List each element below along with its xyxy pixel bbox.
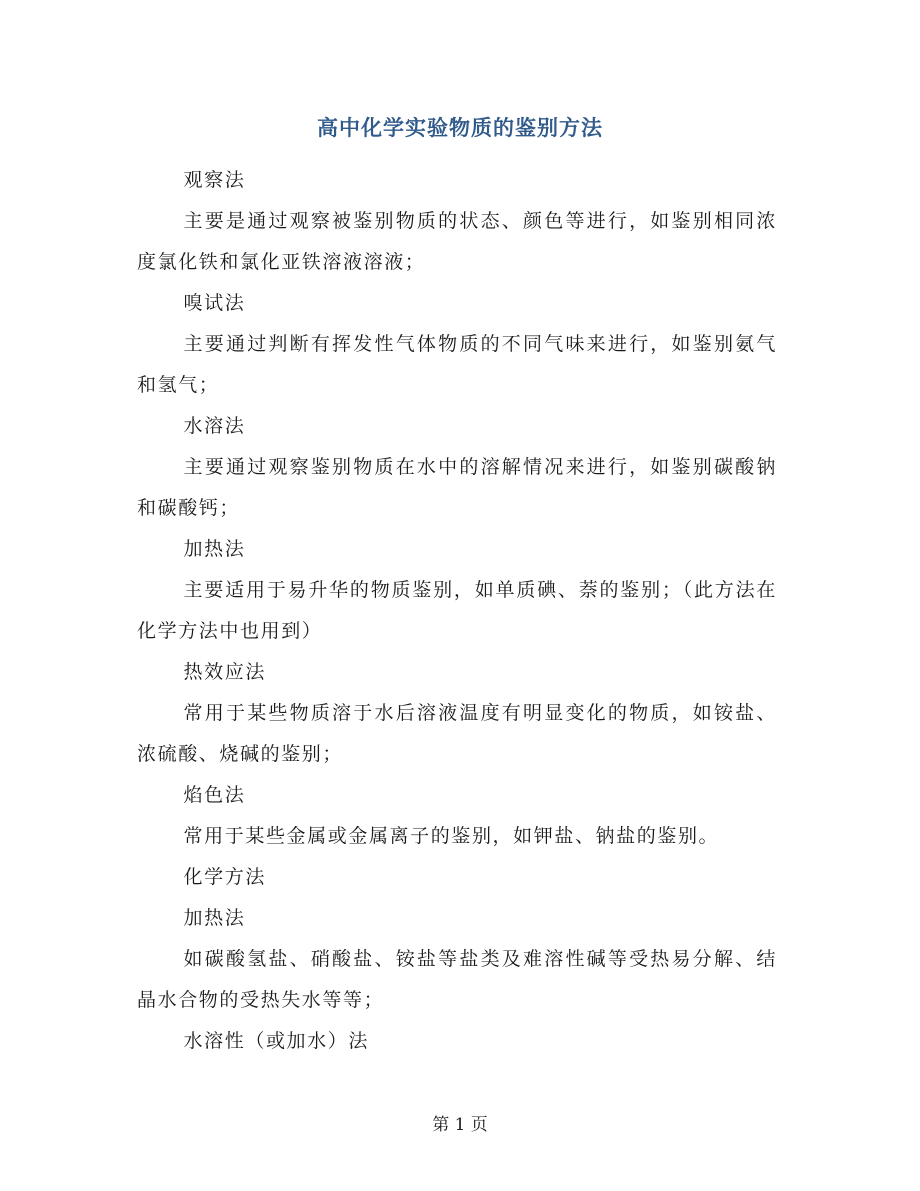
page-number: 第 1 页 bbox=[432, 1115, 488, 1135]
document-body bbox=[137, 160, 777, 1062]
section-heading-heating: 加热法 bbox=[183, 538, 246, 560]
paragraph-observation: 主要是通过观察被鉴别物质的状态、颜色等进行，如鉴别相同浓度氯化铁和氯化亚铁溶液溶液； bbox=[137, 210, 777, 273]
section-heading-observation: 观察法 bbox=[183, 169, 246, 191]
section-heading-flame-color: 焰色法 bbox=[183, 784, 246, 806]
section-heading-chemical-heating: 加热法 bbox=[183, 907, 246, 929]
paragraph-heating: 主要适用于易升华的物质鉴别，如单质碘、萘的鉴别；（此方法在化学方法中也用到） bbox=[137, 579, 777, 642]
section-heading-chemical-methods: 化学方法 bbox=[183, 866, 266, 888]
paragraph-chemical-heating: 如碳酸氢盐、硝酸盐、铵盐等盐类及难溶性碱等受热易分解、结晶水合物的受热失水等等； bbox=[137, 948, 777, 1011]
section-heading-water-dissolve: 水溶法 bbox=[183, 415, 246, 437]
paragraph-smell: 主要通过判断有挥发性气体物质的不同气味来进行，如鉴别氨气和氢气； bbox=[137, 333, 777, 396]
paragraph-flame-color: 常用于某些金属或金属离子的鉴别，如钾盐、钠盐的鉴别。 bbox=[183, 825, 720, 847]
section-heading-thermal-effect: 热效应法 bbox=[183, 661, 266, 683]
paragraph-thermal-effect: 常用于某些物质溶于水后溶液温度有明显变化的物质，如铵盐、浓硫酸、烧碱的鉴别； bbox=[137, 702, 777, 765]
paragraph-water-dissolve: 主要通过观察鉴别物质在水中的溶解情况来进行，如鉴别碳酸钠和碳酸钙； bbox=[137, 456, 777, 519]
section-heading-water-solubility: 水溶性（或加水）法 bbox=[183, 1030, 369, 1052]
document-title: 高中化学实验物质的鉴别方法 bbox=[317, 115, 603, 140]
section-heading-smell: 嗅试法 bbox=[183, 292, 246, 314]
